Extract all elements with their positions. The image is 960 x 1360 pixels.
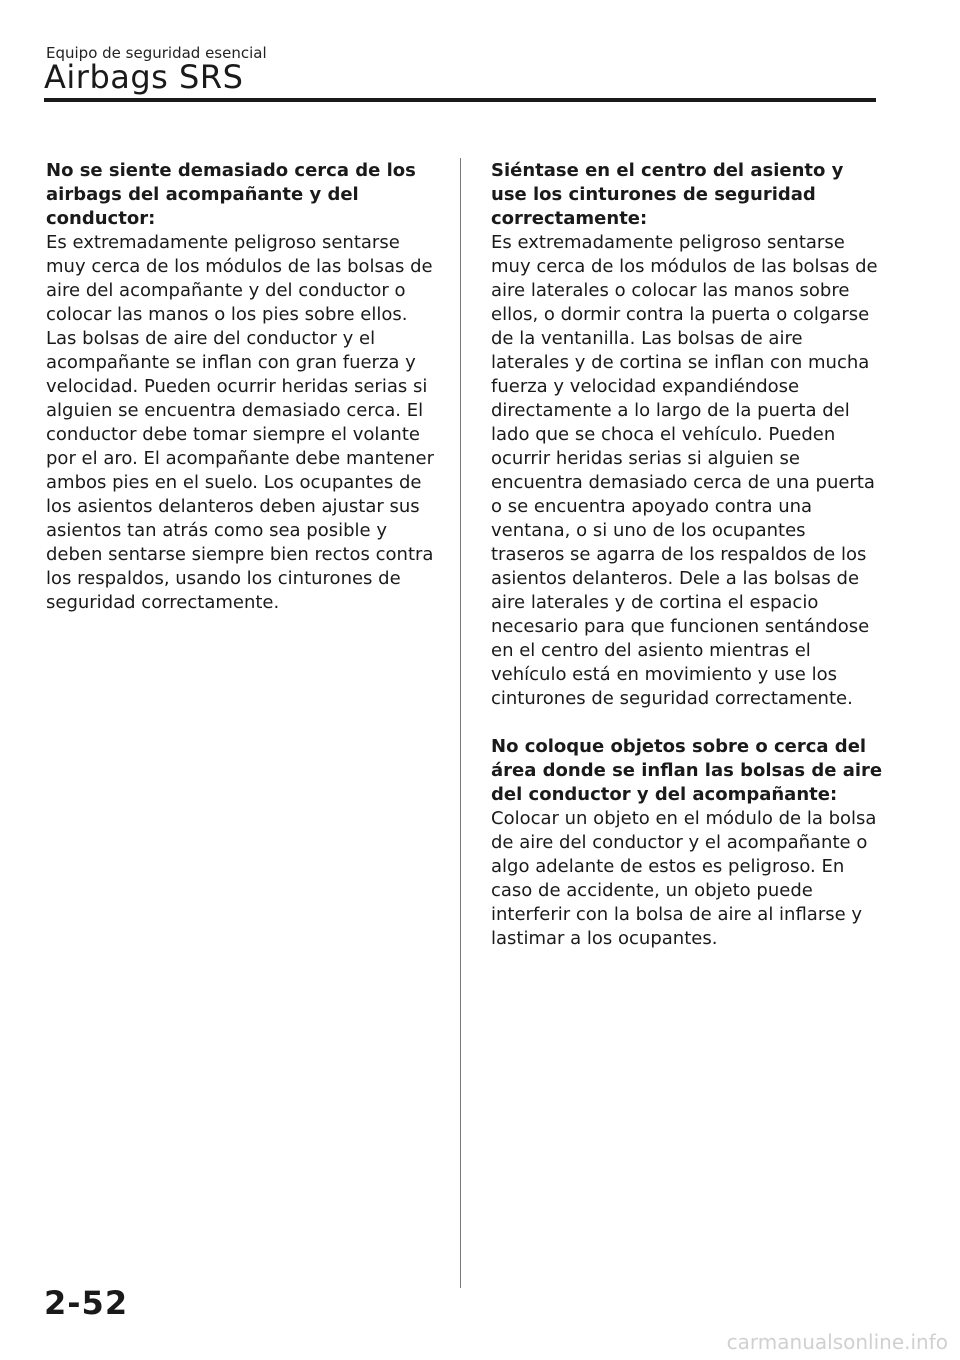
right-column [491,159,883,975]
column-divider [460,158,461,1288]
page-title: Airbags SRS [44,58,244,96]
warning-block-sit-center [491,159,883,711]
page-number: 2-52 [44,1284,129,1322]
title-rule [44,98,876,102]
block-body: Es extremadamente peligroso sentarse muy cerca de los módulos de las bolsas de aire del acompañante y del conductor o colocar las manos o los pies sobre ellos. Las bolsas de aire del conductor y el acompañante se inflan con gran fuerza y velocidad. Pueden ocurrir heridas serias si alguien se encuentra demasiado cerca. El conductor debe tomar siempre el volante por el aro. El acompañante debe mantener ambos pies en el suelo. Los ocupantes de los asientos delanteros deben ajustar sus asientos tan atrás como sea posible y deben sentarse siempre bien rectos contra los respaldos, usando los cinturones de seguridad correctamente. [46,232,434,613]
block-heading: No coloque objetos sobre o cerca del área donde se inflan las bolsas de aire del conductor y del acompañante: [491,736,883,805]
warning-block-no-objects [491,735,883,951]
block-body: Colocar un objeto en el módulo de la bolsa de aire del conductor y el acompañante o algo adelante de estos es peligroso. En caso de accidente, un objeto puede interferir con la bolsa de aire al inflarse y lastimar a los ocupantes. [491,808,877,949]
block-heading: Siéntase en el centro del asiento y use los cinturones de seguridad correctamente: [491,160,844,229]
left-column [46,159,438,639]
watermark: carmanualsonline.info [726,1330,948,1354]
block-body: Es extremadamente peligroso sentarse muy cerca de los módulos de las bolsas de aire laterales o colocar las manos sobre ellos, o dormir contra la puerta o colgarse de la ventanilla. Las bolsas de aire laterales y de cortina se inflan con mucha fuerza y velocidad expandiéndose directamente a lo largo de la puerta del lado que se choca el vehículo. Pueden ocurrir heridas serias si alguien se encuentra demasiado cerca de una puerta o se encuentra apoyado contra una ventana, o si uno de los ocupantes traseros se agarra de los respaldos de los asientos delanteros. Dele a las bolsas de aire laterales y de cortina el espacio necesario para que funcionen sentándose en el centro del asiento mientras el vehículo está en movimiento y use los cinturones de seguridad correctamente. [491,232,878,709]
warning-block-driver-passenger-distance [46,159,438,615]
section-label: Equipo de seguridad esencial [46,44,267,62]
block-heading: No se siente demasiado cerca de los airbags del acompañante y del conductor: [46,160,416,229]
